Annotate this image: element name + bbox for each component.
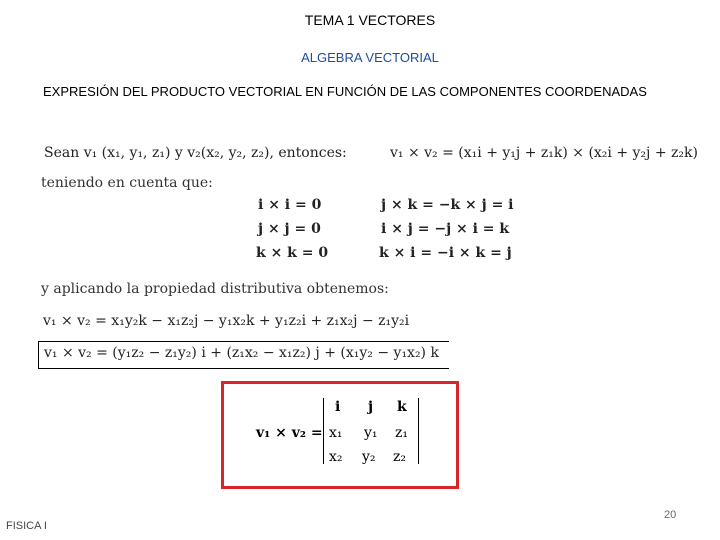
det-r1-c3: k xyxy=(397,399,407,415)
taking-into-account-text: teniendo en cuenta que: xyxy=(41,175,213,191)
det-r2-c3: z₁ xyxy=(395,425,408,441)
slide-title: TEMA 1 VECTORES xyxy=(304,12,436,28)
determinant-lhs: v₁ × v₂ = xyxy=(256,425,323,441)
det-r2-c1: x₁ xyxy=(329,425,343,441)
distributive-text: y aplicando la propiedad distributiva obtenemos: xyxy=(41,281,389,297)
det-r3-c1: x₂ xyxy=(329,449,343,465)
slide-subtitle: ALGEBRA VECTORIAL xyxy=(301,50,439,65)
cross-product-expression: v₁ × v₂ = (x₁i + y₁j + z₁k) × (x₂i + y₂j + z₂k) xyxy=(390,145,698,161)
identity-ij: i × j = −j × i = k xyxy=(381,221,510,237)
det-r1-c1: i xyxy=(335,399,341,415)
section-heading: EXPRESIÓN DEL PRODUCTO VECTORIAL EN FUNCIÓN DE LAS COMPONENTES COORDENADAS xyxy=(43,84,647,99)
identity-ki: k × i = −i × k = j xyxy=(379,245,512,261)
det-r3-c2: y₂ xyxy=(362,449,376,465)
identity-kk: k × k = 0 xyxy=(256,245,329,261)
det-r1-c2: j xyxy=(368,399,374,415)
footer-course-label: FISICA I xyxy=(6,520,47,532)
identity-jj: j × j = 0 xyxy=(258,221,321,237)
det-r2-c2: y₁ xyxy=(364,425,378,441)
expansion-expression: v₁ × v₂ = x₁y₂k − x₁z₂j − y₁x₂k + y₁z₂i + z₁x₂j − z₁y₂i xyxy=(43,313,410,329)
result-frame-left-edge xyxy=(38,341,39,368)
determinant-left-bar xyxy=(323,398,324,464)
identity-jk: j × k = −k × j = i xyxy=(381,197,514,213)
determinant-right-bar xyxy=(418,398,419,464)
vectors-definition: Sean v₁ (x₁, y₁, z₁) y v₂(x₂, y₂, z₂), entonces: xyxy=(44,145,347,161)
det-r3-c3: z₂ xyxy=(393,449,406,465)
result-expression: v₁ × v₂ = (y₁z₂ − z₁y₂) i + (z₁x₂ − x₁z₂) j + (x₁y₂ − y₁x₂) k xyxy=(44,345,439,361)
identity-ii: i × i = 0 xyxy=(258,197,322,213)
page-number: 20 xyxy=(664,509,677,521)
